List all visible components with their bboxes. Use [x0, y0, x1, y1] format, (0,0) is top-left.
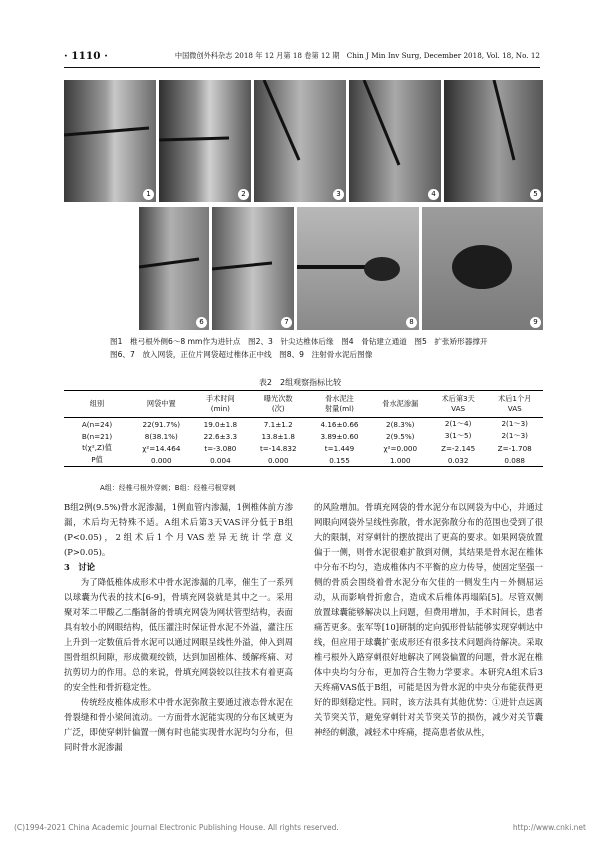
- right-column: [314, 500, 543, 740]
- body-paragraph: 传统经皮椎体成形术中骨水泥弥散主要通过液态骨水泥在骨裂缝和骨小梁间流动。一方面骨水泥能实现的分布区域更为广泛，即使穿刺针偏置一侧有时也能实现骨水泥均匀分布，但同时骨水泥渗漏: [64, 697, 293, 752]
- table-cell: 22(91.7%): [142, 419, 181, 429]
- body-paragraph: 为了降低椎体成形术中骨水泥渗漏的几率，催生了一系列以球囊为代表的技术[6-9]，骨填充网袋就是其中之一。采用聚对苯二甲酸乙二酯制备的骨填充网袋为网状管型结构，表面具有较小的网眼结构，低压灌注时保证骨水泥不外溢，灌注压上升到一定数值后骨水泥可以通过网眼呈线性外溢，伸入到周围骨组织间隙，形成微观绞锁，达到加固椎体、缓解疼痛、对抗剪切力的作用。总的来说，骨填充网袋较以往技术有着更高的安全性和骨折稳定性。: [64, 577, 293, 692]
- table-cell: 0.000: [130, 454, 193, 467]
- table-cell: χ²=14.464: [142, 443, 181, 453]
- table-cell: 0.000: [248, 454, 308, 467]
- table-note: A组：经椎弓根外穿刺；B组：经椎弓根穿刺: [100, 484, 236, 492]
- table-cell: 8(38.1%): [144, 431, 178, 441]
- figure-number: 8: [406, 317, 417, 328]
- figure-number: 3: [333, 189, 344, 200]
- table-cell: 19.0±1.8: [203, 419, 238, 429]
- xray-figure-7: [212, 207, 294, 330]
- figure-number: 6: [196, 317, 207, 328]
- figure-number: 9: [530, 317, 541, 328]
- comparison-table: [64, 390, 543, 467]
- xray-figure-5: [444, 80, 543, 202]
- section-heading: 3 讨论: [64, 562, 95, 572]
- table-cell: t=-14.832: [259, 443, 297, 453]
- table-row: [64, 418, 543, 431]
- figure-number: 2: [238, 189, 249, 200]
- figure-number: 1: [143, 189, 154, 200]
- table-header-cell: 术后1个月 VAS: [486, 391, 543, 418]
- journal-citation: 中国微创外科杂志 2018 年 12 月第 18 卷第 12 期 Chin J Min Inv Surg, December 2018, Vol. 18, No. 12: [174, 51, 540, 60]
- xray-figure-3: [254, 80, 346, 202]
- page-number: · 1110 ·: [64, 50, 108, 62]
- header-rule: [64, 67, 540, 68]
- table-header-cell: 骨水泥注 射量(ml): [308, 391, 370, 418]
- table-cell: 4.16±0.66: [320, 419, 359, 429]
- table-cell: 13.8±1.8: [261, 431, 295, 441]
- table-header-cell: 网袋中置: [130, 391, 193, 418]
- table-header-cell: 手术时间 (min): [193, 391, 249, 418]
- xray-figure-6: [139, 207, 209, 330]
- copyright-text: (C)1994-2021 China Academic Journal Electronic Publishing House. All rights reserved.: [14, 823, 339, 832]
- table-cell: t=-3.080: [204, 443, 237, 453]
- xray-figure-9: [422, 207, 543, 330]
- table-cell: Z=-1.708: [497, 443, 532, 453]
- figure-panel: [64, 80, 543, 330]
- figure-number: 4: [428, 189, 439, 200]
- copyright-footer: [14, 823, 586, 832]
- table-cell: 0.032: [430, 454, 487, 467]
- table-header-cell: 术后第3天 VAS: [430, 391, 487, 418]
- table-cell: 0.004: [193, 454, 249, 467]
- table-cell: B(n=21): [81, 431, 113, 441]
- table-cell: 22.6±3.3: [203, 431, 238, 441]
- table-cell: 7.1±1.2: [263, 419, 293, 429]
- figure-number: 7: [281, 317, 292, 328]
- figure-caption: 图1 椎弓根外侧6～8 mm作为进针点 图2、3 针尖达椎体后缘 图4 骨钻建立通道 图5 扩张矫形器撑开 图6、7 放入网袋，正位片网袋超过椎体正中线 图8、9 注射骨水泥后图像: [110, 337, 496, 359]
- xray-figure-2: [159, 80, 251, 202]
- footer-url: http://www.cnki.net: [512, 823, 586, 832]
- table-cell: 3(1～5): [444, 431, 472, 440]
- left-column: [64, 500, 293, 755]
- table-cell: t=1.449: [324, 443, 355, 453]
- table-row: [64, 454, 543, 467]
- table-cell: 2(1～3): [501, 419, 528, 428]
- table-cell: 0.088: [486, 454, 543, 467]
- table-header-cell: 组别: [64, 391, 130, 418]
- table-cell: 1.000: [371, 454, 430, 467]
- table-title: 表2 2组观察指标比较: [258, 378, 342, 387]
- figure-number: 5: [530, 189, 541, 200]
- table-cell: A(n=24): [81, 419, 113, 429]
- table-header-cell: 曝光次数 (次): [248, 391, 308, 418]
- xray-figure-4: [349, 80, 441, 202]
- table-cell: 2(9.5%): [386, 431, 415, 441]
- table-cell: 2(8.3%): [386, 419, 415, 429]
- table-cell: t(χ²,Z)值: [82, 443, 112, 452]
- table-cell: Z=-2.145: [441, 443, 476, 453]
- table-header-cell: 骨水泥渗漏: [371, 391, 430, 418]
- table-cell: 0.155: [308, 454, 370, 467]
- xray-figure-1: [64, 80, 156, 202]
- xray-figure-8: [297, 207, 419, 330]
- table-row: [64, 430, 543, 442]
- running-header: [64, 50, 540, 64]
- body-paragraph: B组2例(9.5%)骨水泥渗漏，1例血管内渗漏，1例椎体前方渗漏，术后均无特殊不适。A组术后第3天VAS评分低于B组(P<0.05)，2组术后1个月VAS差异无统计学意义(P>0.05)。: [64, 502, 293, 557]
- table-cell: 3.89±0.60: [320, 431, 359, 441]
- table-cell: P值: [64, 454, 130, 467]
- table-row: [64, 442, 543, 454]
- table-cell: χ²=0.000: [383, 443, 418, 453]
- body-paragraph: 的风险增加。骨填充网袋的骨水泥分布以网袋为中心，并通过网眼向网袋外呈线性弥散，骨水泥弥散分布的范围也受到了很大的限制，对穿刺针的摆放提出了更高的要求。如果网袋放置偏于一侧，则骨水泥很难扩散到对侧，其结果是骨水泥在椎体中分布不均匀，造成椎体内不平衡的应力传导，使固定坚强一侧的骨质会围绕着骨水泥分布欠佳的一侧发生内－外侧屈运动，从而影响骨折愈合，造成术后椎体再塌陷[5]。尽管双侧放置球囊能够解决以上问题，但费用增加，手术时间长，患者痛苦更多。张军等[10]研制的定向弧形骨钻能够实现穿刺达中线，但应用于球囊扩张成形还有很多技术问题尚待解决。采取椎弓根外入路穿刺很好地解决了网袋偏置的问题，骨水泥在椎体中央均匀分布，更加符合生物力学要求。本研究A组术后3天疼痛VAS低于B组，可能是因为骨水泥的中央分布能获得更好的即刻稳定性。同时，该方法具有其他优势：①进针点远离关节突关节，避免穿刺针对关节突关节的损伤，减少对关节囊神经的刺激，减轻术中疼痛，提高患者依从性，: [314, 502, 543, 737]
- table-cell: 2(1～3): [501, 431, 528, 440]
- table-cell: 2(1～4): [444, 419, 472, 428]
